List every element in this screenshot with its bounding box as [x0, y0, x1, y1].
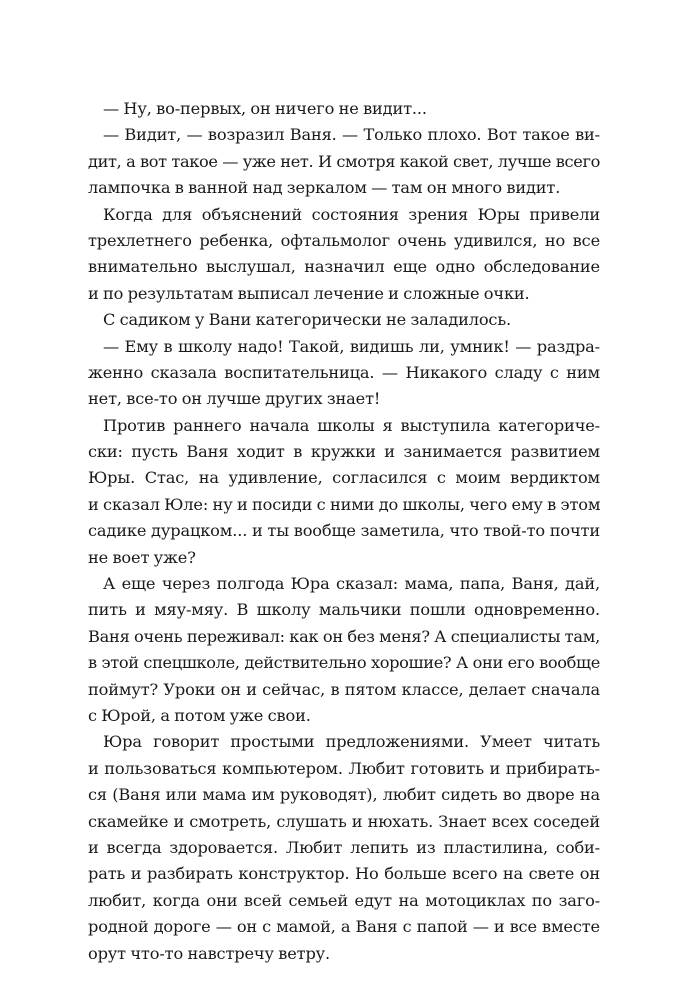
- text-line: скамейке и смотреть, слушать и нюхать. Знает всех соседей: [88, 811, 600, 831]
- text-line: любит, когда они всей семьей едут на мотоциклах по заго-: [88, 890, 600, 910]
- paragraph: [88, 307, 600, 333]
- text-line: трехлетнего ребенка, офтальмолог очень удивился, но все: [88, 230, 600, 250]
- paragraph: [88, 96, 600, 122]
- text-line: женно сказала воспитательница. — Никакого сладу с ним: [88, 362, 600, 382]
- text-line: Против раннего начала школы я выступила категориче-: [103, 415, 600, 435]
- text-line: родной дороге — он с мамой, а Ваня с папой — и все вместе: [88, 917, 600, 937]
- text-line: лампочка в ванной над зеркалом — там он много видит.: [88, 178, 561, 198]
- text-line: ся (Ваня или мама им руководят), любит сидеть во дворе на: [88, 785, 600, 805]
- text-line: и пользоваться компьютером. Любит готовить и прибирать-: [88, 758, 600, 778]
- text-line: — Ему в школу надо! Такой, видишь ли, умник! — раздра-: [103, 336, 600, 356]
- text-line: в этой спецшколе, действительно хорошие? А они его вообще: [88, 653, 600, 673]
- text-line: С садиком у Вани категорически не заладилось.: [103, 310, 512, 330]
- text-line: не воет уже?: [88, 547, 196, 567]
- paragraph: [88, 122, 600, 201]
- text-line: ски: пусть Ваня ходит в кружки и занимается развитием: [88, 442, 600, 462]
- text-line: Юра говорит простыми предложениями. Умеет читать: [103, 732, 600, 752]
- text-line: дит, а вот такое — уже нет. И смотря какой свет, лучше всего: [88, 151, 600, 171]
- text-line: Ваня очень переживал: как он без меня? А специалисты там,: [88, 626, 600, 646]
- page-text: [88, 96, 600, 967]
- text-line: с Юрой, а потом уже свои.: [88, 705, 311, 725]
- text-line: внимательно выслушал, назначил еще одно обследование: [88, 257, 600, 277]
- text-line: орут что-то навстречу ветру.: [88, 943, 331, 963]
- text-line: Юры. Стас, на удивление, согласился с моим вердиктом: [88, 468, 600, 488]
- text-line: рать и разбирать конструктор. Но больше всего на свете он: [88, 864, 600, 884]
- text-line: садике дурацком... и ты вообще заметила, что твой-то почти: [88, 521, 600, 541]
- text-line: нет, все-то он лучше других знает!: [88, 389, 381, 409]
- text-line: — Видит, — возразил Ваня. — Только плохо. Вот такое ви-: [103, 125, 600, 145]
- paragraph: [88, 202, 600, 308]
- text-line: пить и мяу-мяу. В школу мальчики пошли одновременно.: [88, 600, 600, 620]
- text-line: и сказал Юле: ну и посиди с ними до школы, чего ему в этом: [88, 494, 601, 514]
- paragraph: [88, 334, 600, 413]
- text-line: и по результатам выписал лечение и сложные очки.: [88, 283, 530, 303]
- text-line: и всегда здоровается. Любит лепить из пластилина, соби-: [88, 837, 600, 857]
- paragraph: [88, 571, 600, 729]
- text-line: — Ну, во-первых, он ничего не видит...: [103, 99, 427, 118]
- paragraph: [88, 729, 600, 967]
- paragraph: [88, 413, 600, 571]
- text-line: Когда для объяснений состояния зрения Юры привели: [103, 204, 600, 224]
- text-line: А еще через полгода Юра сказал: мама, папа, Ваня, дай,: [103, 574, 600, 594]
- text-line: поймут? Уроки он и сейчас, в пятом классе, делает сначала: [88, 679, 600, 699]
